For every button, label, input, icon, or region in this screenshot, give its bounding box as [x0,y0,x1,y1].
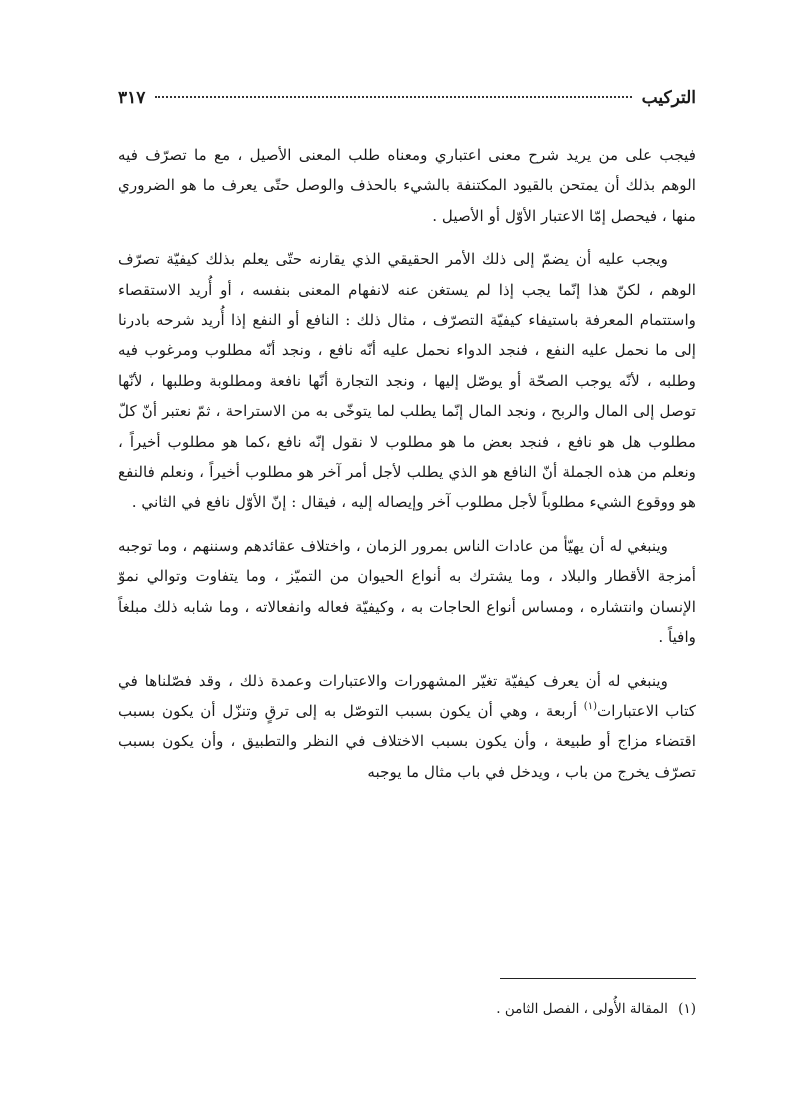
footnote-separator [500,978,696,979]
running-head [118,88,696,118]
paragraph-4-part-1: وينبغي له أن يعرف كيفيّة تغيّر المشهورات والاعتبارات وعمدة ذلك ، وقد فصّلناها في كتاب الاعتبارات [118,671,696,720]
paragraph-4 [118,666,696,788]
paragraph-3: وينبغي له أن يهيّأ من عادات الناس بمرور الزمان ، واختلاف عقائدهم وسننهم ، وما توجبه أمزجة الأقطار والبلاد ، وما يشترك به أنواع الحيوان من التميّز ، وما يتفاوت وتوالي نموّ الإنسان وانتشاره ، ومساس أنواع الحاجات به ، وكيفيّة فعاله وانفعالاته ، وما شابه ذلك مبلغاً وافياً . [118,536,696,647]
leader-dots [155,96,631,98]
footnote-number: (١) [678,1001,696,1017]
paragraph-1: فيجب على من يريد شرح معنى اعتباري ومعناه طلب المعنى الأصيل ، مع ما تصرّف فيه الوهم بذلك أن يمتحن بالقيود المكتنفة بالشيء بالحذف والوصل حتّى يعرف ما هو الضروري منها ، فيحصل إمّا الاعتبار الأوّل أو الأصيل . [118,146,696,225]
footnote [118,998,696,1020]
body-text [118,140,696,787]
paragraph-2: ويجب عليه أن يضمّ إلى ذلك الأمر الحقيقي الذي يقارنه حتّى يعلم بذلك كيفيّة تصرّف الوهم ، لكنّ هذا إنّما يجب إذا لم يستغن عنه لانفهام المعنى بنفسه ، أو أُريد الاستقصاء واستتمام المعرفة باستيفاء كيفيّة التصرّف ، مثال ذلك : النافع أو النفع إذا أُريد شرحه بادرنا إلى ما نحمل عليه النفع ، فنجد الدواء نحمل عليه أنّه نافع ، ونجد أنّه مطلوب ومرغوب فيه وطلبه ، لأنّه يوجب الصحّة أو يوصّل إليها ، ونجد التجارة أنّها نافعة ومطلوبة وطلبها ، لأنّها توصل إلى المال والربح ، ونجد المال إنّما يطلب لما يتوخّى به من الاستراحة ، ثمّ نعتبر أنّ كلّ مطلوب هل هو نافع ، فنجد بعض ما هو مطلوب لا نقول إنّه نافع ،كما هو مطلوب أخيراً ، ونعلم من هذه الجملة أنّ النافع هو الذي يطلب لأجل أمر آخر هو مطلوب أخيراً ، ونعلم فالنفع هو ووقوع الشيء مطلوباً لأجل مطلوب آخر وإيصاله إليه ، فيقال : إنّ الأوّل نافع في الثاني . [118,250,696,512]
book-page [118,88,696,1017]
footnote-text: المقالة الأُولى ، الفصل الثامن . [496,1001,668,1017]
chapter-title: التركيب [641,88,696,108]
paragraph-4-part-2: أربعة ، وهي أن يكون بسبب التوصّل به إلى ترقٍ وتنزّل أن يكون بسبب اقتضاء مزاج أو طبيعة ، وأن يكون بسبب الاختلاف في النظر والتطبيق ، وأن يكون بسبب تصرّف يخرج من باب ، ويدخل في باب مثال ما يوجبه [118,701,696,781]
page-number: ٣١٧ [118,88,146,108]
footnote-reference[interactable]: (١) [583,700,597,712]
